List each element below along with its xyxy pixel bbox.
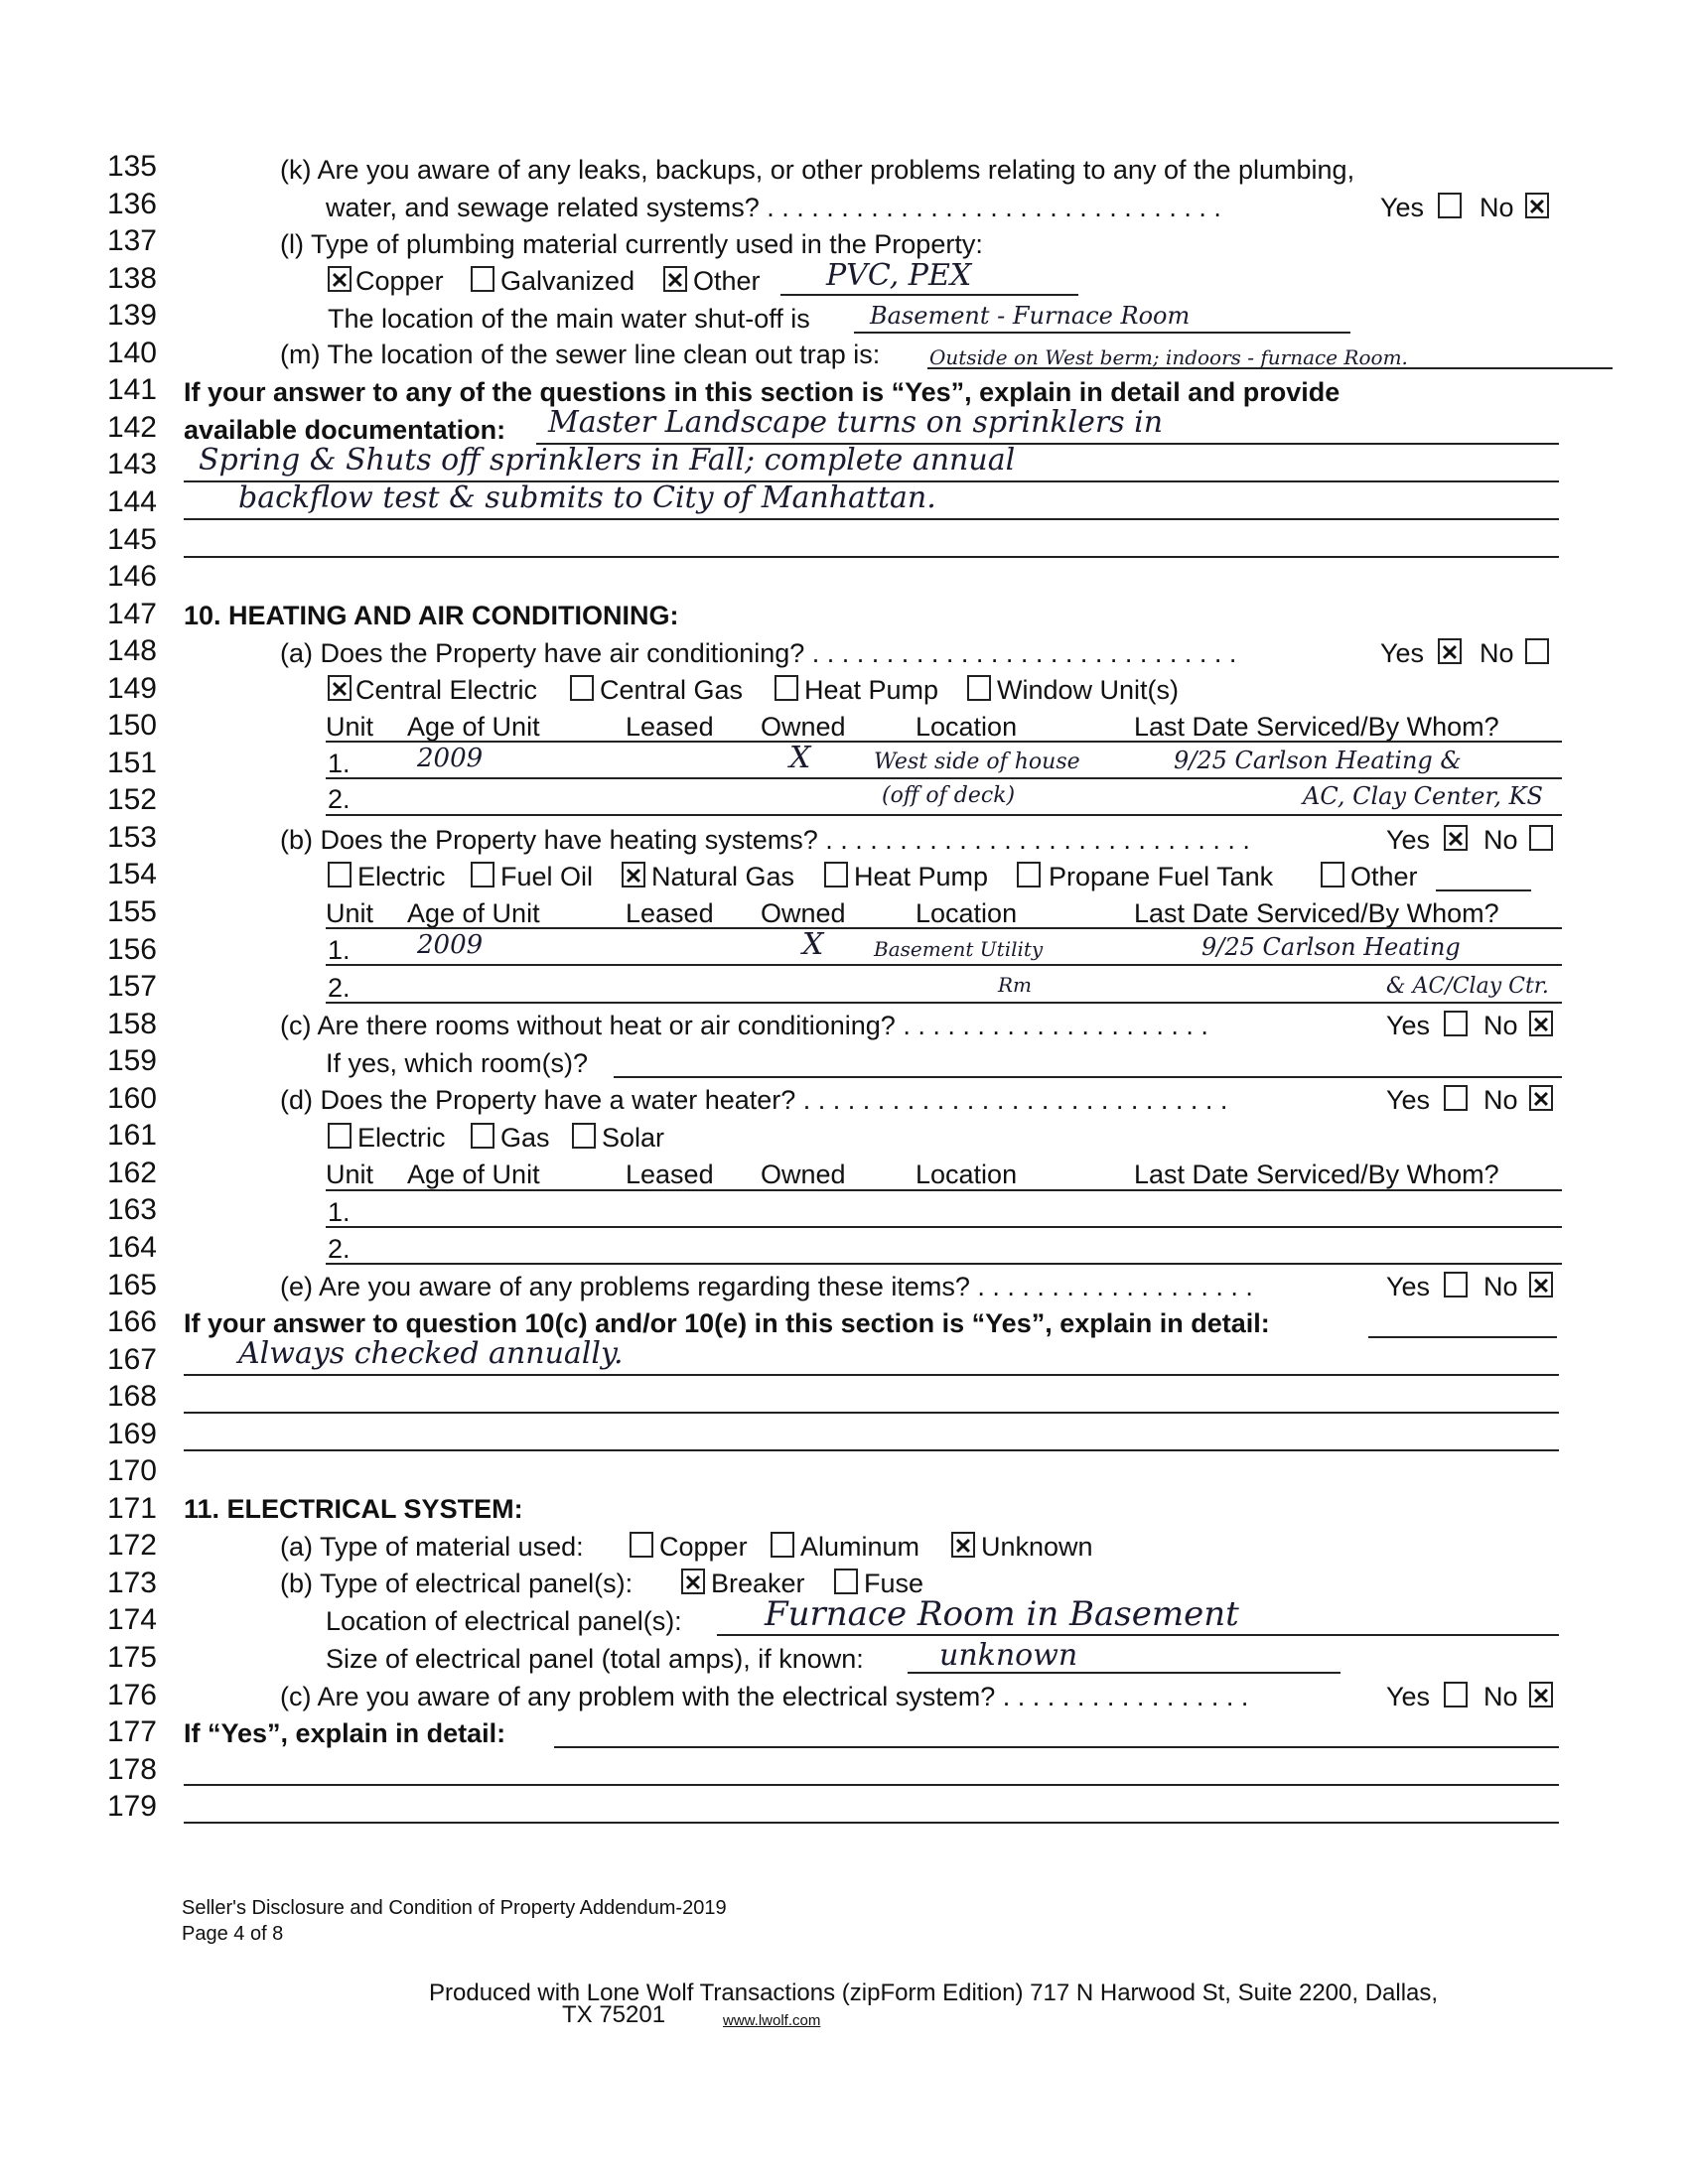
line-number: 166 xyxy=(106,1305,157,1339)
problems-yes-checkbox[interactable] xyxy=(1444,1272,1468,1297)
line-number: 146 xyxy=(106,560,157,594)
question-k-line2: water, and sewage related systems? . . . . . . . . . . . . . . . . . . . . . . . . . . . . . . . xyxy=(326,193,1221,222)
line-number: 139 xyxy=(106,299,157,333)
yes-label: Yes xyxy=(1386,1682,1431,1711)
heat-yes-checkbox[interactable] xyxy=(1444,825,1468,851)
line-number: 145 xyxy=(106,522,157,556)
heat-pump-2-checkbox[interactable] xyxy=(824,862,848,887)
plumbing-explain-line1: If your answer to any of the questions in this section is “Yes”, explain in detail and provide xyxy=(184,377,1340,407)
question-10e: (e) Are you aware of any problems regarding these items? . . . . . . . . . . . . . . . . . . . xyxy=(280,1272,1253,1301)
line-number: 167 xyxy=(106,1342,157,1376)
line-number: 140 xyxy=(106,336,157,369)
ac-location-1[interactable]: West side of house xyxy=(874,750,1080,774)
line-number: 151 xyxy=(106,746,157,779)
no-label: No xyxy=(1483,1011,1518,1040)
line-number: 144 xyxy=(106,484,157,518)
col-unit: Unit xyxy=(326,1160,374,1189)
row-1-label: 1. xyxy=(328,749,351,778)
aluminum-label: Aluminum xyxy=(800,1532,920,1562)
row-2-label: 2. xyxy=(328,1234,351,1264)
wh-gas-checkbox[interactable] xyxy=(471,1123,494,1149)
copper-label: Copper xyxy=(355,266,444,296)
no-label: No xyxy=(1480,638,1514,668)
hvac-heading: 10. HEATING AND AIR CONDITIONING: xyxy=(184,601,679,630)
water-heater-no-checkbox[interactable] xyxy=(1529,1085,1553,1111)
heat-owned[interactable]: X xyxy=(802,927,824,962)
line-number: 156 xyxy=(106,932,157,966)
propane-checkbox[interactable] xyxy=(1017,862,1041,887)
heat-electric-checkbox[interactable] xyxy=(328,862,352,887)
problems-no-checkbox[interactable] xyxy=(1529,1272,1553,1297)
ac-yes-checkbox[interactable] xyxy=(1438,638,1462,664)
unknown-label: Unknown xyxy=(981,1532,1093,1562)
col-leased: Leased xyxy=(626,712,714,742)
window-units-checkbox[interactable] xyxy=(967,675,991,701)
line-number: 162 xyxy=(106,1156,157,1189)
question-10a: (a) Does the Property have air conditioning? . . . . . . . . . . . . . . . . . . . . . . . . . . . . . xyxy=(280,638,1237,668)
central-gas-checkbox[interactable] xyxy=(570,675,594,701)
natural-gas-checkbox[interactable] xyxy=(622,862,645,887)
plumbing-explain-hw3[interactable]: backflow test & submits to City of Manhattan. xyxy=(238,480,936,515)
line-number: 175 xyxy=(106,1641,157,1674)
rooms-yes-checkbox[interactable] xyxy=(1444,1011,1468,1036)
ac-no-checkbox[interactable] xyxy=(1525,638,1549,664)
row-1-label: 1. xyxy=(328,1197,351,1227)
ac-serviced-2[interactable]: AC, Clay Center, KS xyxy=(1303,782,1543,810)
panel-location-value[interactable]: Furnace Room in Basement xyxy=(765,1594,1239,1634)
col-leased: Leased xyxy=(626,1160,714,1189)
heat-pump-label: Heat Pump xyxy=(804,675,939,705)
window-units-label: Window Unit(s) xyxy=(997,675,1180,705)
heat-pump-2-label: Heat Pump xyxy=(854,862,989,891)
line-number: 152 xyxy=(106,783,157,817)
no-label: No xyxy=(1483,1272,1518,1301)
yes-label: Yes xyxy=(1386,825,1431,855)
line-number: 168 xyxy=(106,1380,157,1414)
ac-location-2[interactable]: (off of deck) xyxy=(882,783,1016,808)
fuse-label: Fuse xyxy=(864,1569,924,1598)
line-number: 138 xyxy=(106,261,157,295)
galvanized-label: Galvanized xyxy=(500,266,635,296)
no-label: No xyxy=(1483,1085,1518,1115)
heat-location-1[interactable]: Basement Utility xyxy=(874,937,1044,961)
no-label: No xyxy=(1483,1682,1518,1711)
plumbing-other-label: Other xyxy=(693,266,761,296)
col-unit: Unit xyxy=(326,712,374,742)
col-serviced: Last Date Serviced/By Whom? xyxy=(1134,1160,1499,1189)
elec-copper-checkbox[interactable] xyxy=(630,1532,653,1558)
producer-line: Produced with Lone Wolf Transactions (zipForm Edition) 717 N Harwood St, Suite 2200, Dallas, xyxy=(429,1979,1439,2006)
producer-line-2: TX 75201 xyxy=(562,2001,666,2028)
elec-problem-yes-checkbox[interactable] xyxy=(1444,1682,1468,1707)
line-number: 137 xyxy=(106,224,157,258)
shutoff-label: The location of the main water shut-off is xyxy=(328,304,810,334)
line-number: 158 xyxy=(106,1007,157,1040)
line-number: 153 xyxy=(106,820,157,854)
electrical-heading: 11. ELECTRICAL SYSTEM: xyxy=(184,1494,523,1524)
panel-size-label: Size of electrical panel (total amps), if known: xyxy=(326,1644,864,1674)
hvac-explain-label: If your answer to question 10(c) and/or 10(e) in this section is “Yes”, explain in detail: xyxy=(184,1308,1270,1338)
col-owned: Owned xyxy=(761,1160,846,1189)
ac-age[interactable]: 2009 xyxy=(417,744,484,773)
wh-electric-label: Electric xyxy=(357,1123,446,1153)
line-number: 174 xyxy=(106,1603,157,1637)
line-number: 164 xyxy=(106,1230,157,1264)
line-number: 141 xyxy=(106,373,157,407)
line-number: 135 xyxy=(106,150,157,183)
ac-serviced-1[interactable]: 9/25 Carlson Heating & xyxy=(1174,747,1462,774)
aluminum-checkbox[interactable] xyxy=(771,1532,794,1558)
line-number: 142 xyxy=(106,410,157,444)
rooms-no-checkbox[interactable] xyxy=(1529,1011,1553,1036)
line-number: 163 xyxy=(106,1193,157,1227)
line-number: 136 xyxy=(106,187,157,220)
heat-location-2[interactable]: Rm xyxy=(998,973,1033,997)
panel-size-value[interactable]: unknown xyxy=(939,1638,1078,1673)
yes-label: Yes xyxy=(1386,1011,1431,1040)
sewer-value[interactable]: Outside on West berm; indoors - furnace Room. xyxy=(929,345,1408,369)
line-number: 176 xyxy=(106,1678,157,1711)
question-k-line1: (k) Are you aware of any leaks, backups, or other problems relating to any of the plumbing, xyxy=(280,155,1355,185)
yes-label: Yes xyxy=(1380,193,1425,222)
line-number: 173 xyxy=(106,1566,157,1599)
col-age: Age of Unit xyxy=(407,898,540,928)
rooms-which-label: If yes, which room(s)? xyxy=(326,1048,589,1078)
question-11c: (c) Are you aware of any problem with the electrical system? . . . . . . . . . . . . . . . . . xyxy=(280,1682,1249,1711)
yes-label: Yes xyxy=(1386,1272,1431,1301)
col-location: Location xyxy=(916,712,1018,742)
breaker-checkbox[interactable] xyxy=(681,1569,705,1594)
line-number: 172 xyxy=(106,1529,157,1563)
line-number: 150 xyxy=(106,709,157,743)
central-electric-checkbox[interactable] xyxy=(328,675,352,701)
line-number: 178 xyxy=(106,1752,157,1786)
line-number: 155 xyxy=(106,895,157,928)
electrical-explain-label: If “Yes”, explain in detail: xyxy=(184,1718,506,1748)
line-number: 177 xyxy=(106,1715,157,1749)
line-number: 149 xyxy=(106,671,157,705)
plumbing-other-checkbox[interactable] xyxy=(663,266,687,292)
wh-gas-label: Gas xyxy=(500,1123,550,1153)
form-name: Seller's Disclosure and Condition of Property Addendum-2019 xyxy=(182,1897,727,1919)
fuel-oil-checkbox[interactable] xyxy=(471,862,494,887)
heat-electric-label: Electric xyxy=(357,862,446,891)
col-age: Age of Unit xyxy=(407,1160,540,1189)
natural-gas-label: Natural Gas xyxy=(651,862,795,891)
breaker-label: Breaker xyxy=(711,1569,805,1598)
fuel-oil-label: Fuel Oil xyxy=(500,862,594,891)
line-number: 165 xyxy=(106,1268,157,1301)
line-number: 159 xyxy=(106,1044,157,1078)
wh-solar-checkbox[interactable] xyxy=(572,1123,596,1149)
line-number: 157 xyxy=(106,970,157,1004)
col-age: Age of Unit xyxy=(407,712,540,742)
heat-serviced-2[interactable]: & AC/Clay Ctr. xyxy=(1386,974,1549,999)
plumbing-explain-hw2[interactable]: Spring & Shuts off sprinklers in Fall; complete annual xyxy=(199,443,1016,478)
col-unit: Unit xyxy=(326,898,374,928)
galvanized-checkbox[interactable] xyxy=(471,266,494,292)
fuse-checkbox[interactable] xyxy=(834,1569,858,1594)
wh-solar-label: Solar xyxy=(602,1123,665,1153)
line-number: 161 xyxy=(106,1119,157,1153)
line-number: 170 xyxy=(106,1454,157,1488)
shutoff-value[interactable]: Basement - Furnace Room xyxy=(870,302,1191,330)
line-number: 171 xyxy=(106,1491,157,1525)
question-10d: (d) Does the Property have a water heater? . . . . . . . . . . . . . . . . . . . . . . . . . . . . . xyxy=(280,1085,1228,1115)
heat-pump-checkbox[interactable] xyxy=(775,675,798,701)
elec-problem-no-checkbox[interactable] xyxy=(1529,1682,1553,1707)
heat-no-checkbox[interactable] xyxy=(1529,825,1553,851)
question-m: (m) The location of the sewer line clean out trap is: xyxy=(280,340,881,369)
line-number: 160 xyxy=(106,1081,157,1115)
heat-age[interactable]: 2009 xyxy=(417,930,484,960)
question-l: (l) Type of plumbing material currently used in the Property: xyxy=(280,229,983,259)
col-owned: Owned xyxy=(761,898,846,928)
heat-other-checkbox[interactable] xyxy=(1321,862,1344,887)
col-leased: Leased xyxy=(626,898,714,928)
no-label: No xyxy=(1483,825,1518,855)
panel-location-label: Location of electrical panel(s): xyxy=(326,1606,682,1636)
copper-checkbox[interactable] xyxy=(328,266,352,292)
line-number: 154 xyxy=(106,858,157,891)
producer-url[interactable]: www.lwolf.com xyxy=(723,2012,821,2029)
central-electric-label: Central Electric xyxy=(355,675,538,705)
question-10b: (b) Does the Property have heating systems? . . . . . . . . . . . . . . . . . . . . . . . . . . . . . xyxy=(280,825,1250,855)
unknown-checkbox[interactable] xyxy=(951,1532,975,1558)
yes-label: Yes xyxy=(1386,1085,1431,1115)
line-number: 147 xyxy=(106,597,157,630)
question-10c: (c) Are there rooms without heat or air conditioning? . . . . . . . . . . . . . . . . . . . . . xyxy=(280,1011,1208,1040)
row-1-label: 1. xyxy=(328,935,351,965)
k-no-checkbox[interactable] xyxy=(1525,193,1549,218)
line-number: 148 xyxy=(106,634,157,668)
central-gas-label: Central Gas xyxy=(600,675,744,705)
col-serviced: Last Date Serviced/By Whom? xyxy=(1134,898,1499,928)
ac-owned[interactable]: X xyxy=(789,741,811,775)
line-number: 169 xyxy=(106,1417,157,1450)
question-11a: (a) Type of material used: xyxy=(280,1532,584,1562)
row-2-label: 2. xyxy=(328,784,351,814)
col-owned: Owned xyxy=(761,712,846,742)
col-location: Location xyxy=(916,1160,1018,1189)
line-number: 143 xyxy=(106,448,157,481)
hvac-explain-hw[interactable]: Always checked annually. xyxy=(238,1336,624,1371)
col-serviced: Last Date Serviced/By Whom? xyxy=(1134,712,1499,742)
page-number: Page 4 of 8 xyxy=(182,1923,284,1945)
col-location: Location xyxy=(916,898,1018,928)
elec-copper-label: Copper xyxy=(659,1532,748,1562)
line-number: 179 xyxy=(106,1790,157,1824)
heat-other-label: Other xyxy=(1350,862,1418,891)
plumbing-other-value[interactable]: PVC, PEX xyxy=(826,258,972,293)
propane-label: Propane Fuel Tank xyxy=(1049,862,1274,891)
wh-electric-checkbox[interactable] xyxy=(328,1123,352,1149)
row-2-label: 2. xyxy=(328,973,351,1003)
no-label: No xyxy=(1480,193,1514,222)
water-heater-yes-checkbox[interactable] xyxy=(1444,1085,1468,1111)
question-11b: (b) Type of electrical panel(s): xyxy=(280,1569,634,1598)
plumbing-explain-hw1[interactable]: Master Landscape turns on sprinklers in xyxy=(548,405,1164,440)
yes-label: Yes xyxy=(1380,638,1425,668)
k-yes-checkbox[interactable] xyxy=(1438,193,1462,218)
heat-serviced-1[interactable]: 9/25 Carlson Heating xyxy=(1201,933,1461,961)
plumbing-explain-line2: available documentation: xyxy=(184,415,506,445)
